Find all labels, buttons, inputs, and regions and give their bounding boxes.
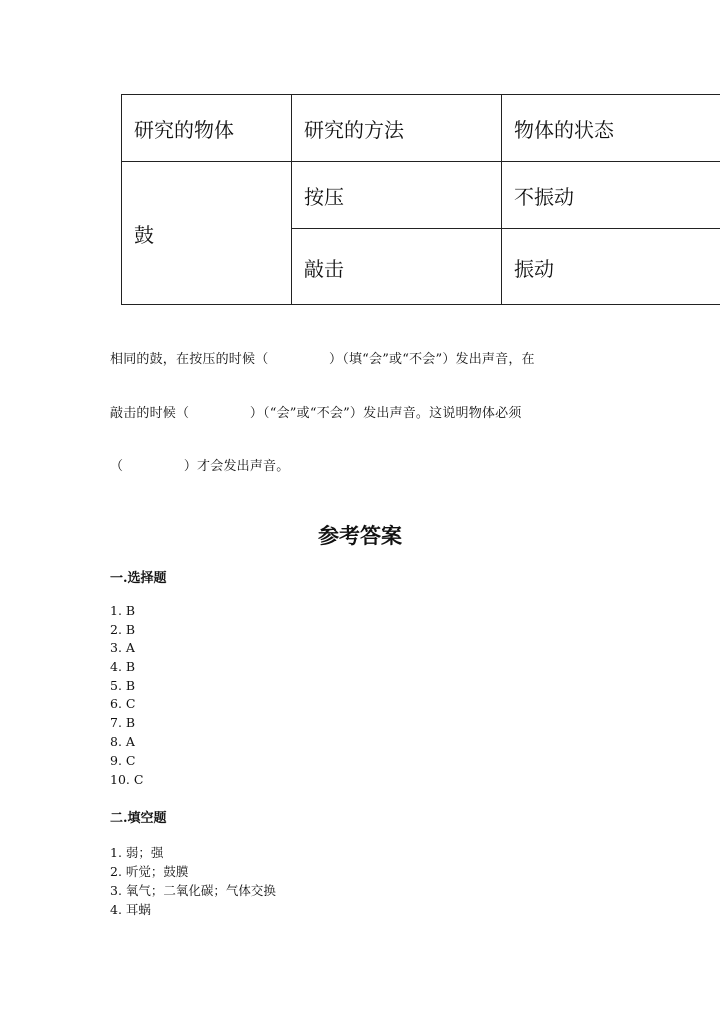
answer-item: 1. 弱；强 xyxy=(110,845,164,860)
state-cell: 振动 xyxy=(514,256,554,281)
answer-item: 3. 氧气；二氧化碳；气体交换 xyxy=(110,883,276,898)
experiment-table xyxy=(121,94,720,305)
question-line-2: 敲击的时候（ ）（“会”或“不会”）发出声音。这说明物体必须 xyxy=(110,406,522,421)
answer-item: 1. B xyxy=(110,603,136,618)
answer-item: 4. B xyxy=(110,659,136,674)
question-line-3: （ ）才会发出声音。 xyxy=(110,459,290,474)
header-object: 研究的物体 xyxy=(134,117,234,142)
answer-item: 7. B xyxy=(110,715,136,730)
answers-title: 参考答案 xyxy=(318,523,402,548)
method-cell: 按压 xyxy=(304,184,344,209)
answer-item: 2. 听觉；鼓膜 xyxy=(110,864,189,879)
question-line-1: 相同的鼓，在按压的时候（ ）（填“会”或“不会”）发出声音，在 xyxy=(110,352,535,367)
answer-item: 10. C xyxy=(110,772,144,787)
answer-item: 8. A xyxy=(110,734,135,749)
answer-item: 5. B xyxy=(110,678,136,693)
object-cell: 鼓 xyxy=(134,223,154,247)
answer-item: 3. A xyxy=(110,640,135,655)
state-cell: 不振动 xyxy=(514,184,574,209)
answer-item: 9. C xyxy=(110,753,136,768)
answer-item: 4. 耳蜗 xyxy=(110,902,151,917)
answer-item: 6. C xyxy=(110,696,136,711)
section-heading-choice: 一.选择题 xyxy=(110,571,167,586)
section-heading-fill: 二.填空题 xyxy=(110,811,167,826)
method-cell: 敲击 xyxy=(304,256,344,281)
header-state: 物体的状态 xyxy=(514,117,614,142)
answer-item: 2. B xyxy=(110,622,136,637)
header-method: 研究的方法 xyxy=(304,117,404,142)
